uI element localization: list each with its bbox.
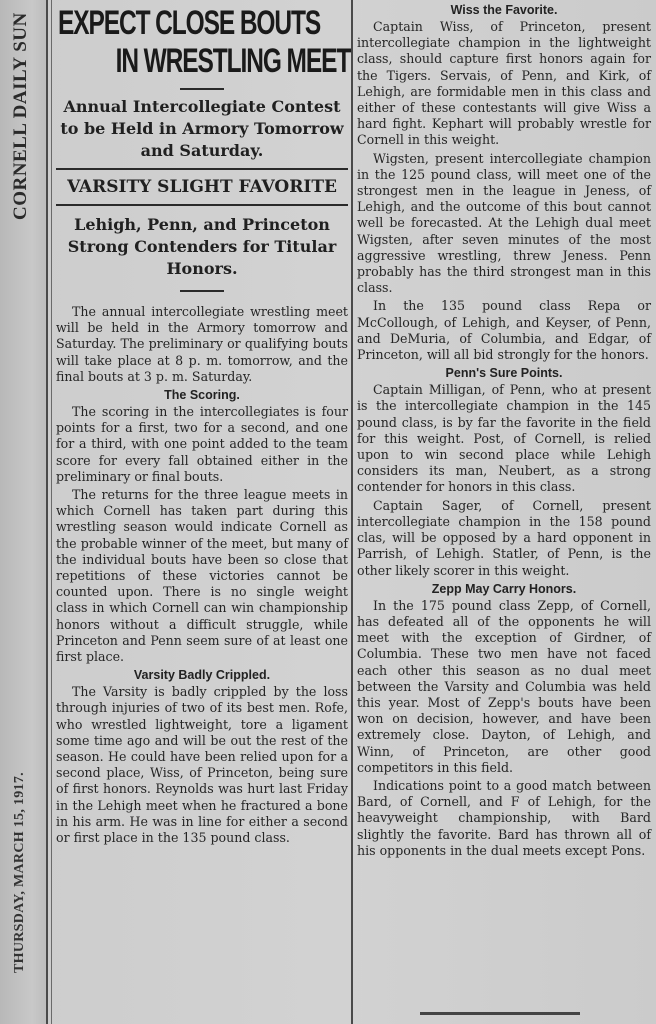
subhead-crippled: Varsity Badly Crippled. xyxy=(133,668,271,683)
subhead-wiss: Wiss the Favorite. xyxy=(450,3,558,17)
deck-divider-1 xyxy=(56,168,348,170)
headline-line-1: EXPECT CLOSE BOUTS xyxy=(58,4,321,42)
column-rule-outer xyxy=(46,0,48,1024)
deck-2: VARSITY SLIGHT FAVORITE xyxy=(67,177,337,197)
wiss-paragraph-1: Captain Wiss, of Princeton, present intercollegiate champion in the lightweight class, should capture first honors again for the Tigers. Servais, of Penn, and Kirk, of Lehigh, are formidable men in this class and either of these contestants will give Wiss a hard fight. Kephart will probably wrestle for Cornell in this weight. xyxy=(357,19,651,148)
deck-divider-3 xyxy=(180,290,224,292)
penn-paragraph-2: Captain Sager, of Cornell, present intercollegiate champion in the 158 pound clas, will be opposed by a hard opponent in Parrish, of Lehigh. Statler, of Penn, is the other likely scorer in this weight. xyxy=(357,497,651,578)
left-column xyxy=(56,0,351,848)
subhead-penn: Penn's Sure Points. xyxy=(445,366,563,381)
headline-line-2: IN WRESTLING MEET xyxy=(115,42,351,80)
wiss-paragraph-3: In the 135 pound class Repa or McCollough, of Lehigh, and Keyser, of Penn, and DeMuria, of Columbia, and Edgar, of Princeton, will all bid strongly for the honors. xyxy=(357,298,651,363)
right-column xyxy=(357,0,651,861)
deck-3: Lehigh, Penn, and Princeton Strong Contenders for Titular Honors. xyxy=(67,215,337,278)
scoring-paragraph-2: The returns for the three league meets in which Cornell has taken part during this wrestling season would indicate Cornell as the probable winner of the meet, but many of the individual bouts have been so close that repetitions of these victories cannot be counted upon. There is no single weight class in which Cornell can win championship honors without a difficult struggle, while Princeton and Penn seem sure of at least one first place. xyxy=(56,487,348,665)
wiss-paragraph-2: Wigsten, present intercollegiate champion in the 125 pound class, will meet one of the strongest men in the league in Jeness, of Lehigh, and the outcome of this bout cannot well be forecasted. At the Lehigh dual meet Wigsten, after seven minutes of the most aggressive wrestling, threw Jeness. Penn probably has the third strongest man in this class. xyxy=(357,150,651,296)
publication-name: CORNELL DAILY SUN xyxy=(10,12,31,220)
headline-divider xyxy=(180,88,224,90)
deck-divider-2 xyxy=(56,204,348,206)
column-end-rule xyxy=(420,1012,580,1015)
penn-paragraph-1: Captain Milligan, of Penn, who at present is the intercollegiate champion in the 145 pound class, is by far the favorite in the field for this weight. Post, of Cornell, is relied upon to win second place while Lehigh considers its man, Neubert, as a strong contender for honors in this class. xyxy=(357,382,651,495)
zepp-paragraph-1: In the 175 pound class Zepp, of Cornell, has defeated all of the opponents he will meet with the exception of Girdner, of Columbia. These two men have not faced each other this season as no dual meet between the Varsity and Columbia was held this year. Most of Zepp's bouts have been won on decision, however, and have been extremely close. Dayton, of Lehigh, and Winn, of Princeton, are other good competitors in this field. xyxy=(357,597,651,775)
deck-1: Annual Intercollegiate Contest to be Held in Armory Tomorrow and Saturday. xyxy=(60,97,344,160)
scoring-paragraph-1: The scoring in the intercollegiates is four points for a first, two for a second, and one for a third, with one point added to the team score for every fall obtained either in the preliminary or final bouts. xyxy=(56,404,348,484)
subhead-scoring: The Scoring. xyxy=(164,388,240,403)
subhead-zepp: Zepp May Carry Honors. xyxy=(431,581,577,596)
zepp-paragraph-2: Indications point to a good match between Bard, of Cornell, and F of Lehigh, for the heavyweight championship, with Bard slightly the favorite. Bard has thrown all of his opponents in the dual meets except Pons. xyxy=(357,777,651,858)
headline xyxy=(58,4,351,80)
page-margin xyxy=(0,0,46,1024)
publication-date: THURSDAY, MARCH 15, 1917. xyxy=(12,772,27,973)
crippled-paragraph-1: The Varsity is badly crippled by the loss through injuries of two of its best men. Rofe, who wrestled lightweight, tore a ligament some time ago and will be out the rest of the season. He could have been relied upon for a second place, Wiss, of Princeton, being sure of first honors. Reynolds was hurt last Friday in the Lehigh meet when he fractured a bone in his arm. He was in line for either a second or first place in the 135 pound class. xyxy=(56,684,348,846)
column-rule-outer-inner xyxy=(51,0,52,1024)
column-rule-middle xyxy=(351,0,353,1024)
intro-paragraph: The annual intercollegiate wrestling meet will be held in the Armory tomorrow and Saturday. The preliminary or qualifying bouts will take place at 8 p. m. tomorrow, and the final bouts at 3 p. m. Saturday. xyxy=(56,304,348,384)
